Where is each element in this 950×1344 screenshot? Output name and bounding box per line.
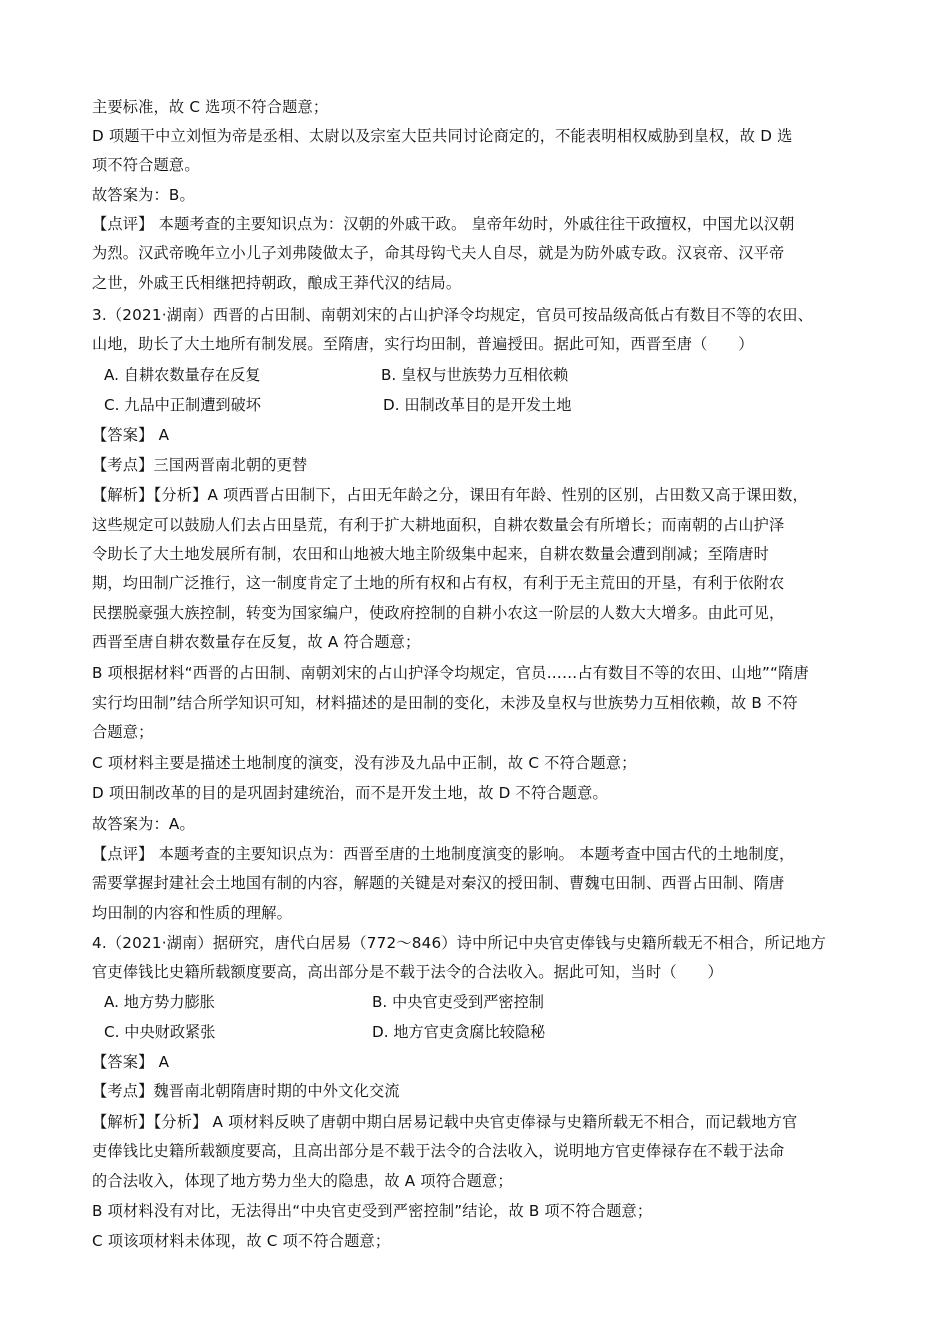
analysis-line: 西晋至唐自耕农数量存在反复，故 A 符合题意；: [92, 633, 421, 651]
q3-option-c: C. 九品中正制遭到破坏: [104, 396, 261, 414]
analysis-line: 实行均田制”结合所学知识可知，材料描述的是田制的变化，未涉及皇权与世族势力互相依赖，故 B 不符: [92, 694, 798, 712]
analysis-line: 【解析】【分析】A 项西晋占田制下，占田无年龄之分，课田有年龄、性别的区别，占田数又高于课田数，: [92, 486, 808, 504]
text-line: 故答案为：A。: [92, 815, 195, 833]
text-line: 项不符合题意。: [92, 156, 200, 174]
question-3-stem: 3.（2021·湖南）西晋的占田制、南朝刘宋的占山护泽令均规定，官员可按品级高低占有数目不等的农田、: [92, 306, 814, 324]
q4-option-d: D. 地方官吏贪腐比较隐秘: [372, 1023, 546, 1041]
q4-option-a: A. 地方势力膨胀: [104, 993, 215, 1011]
analysis-line: 民摆脱豪强大族控制，转变为国家编户，使政府控制的自耕小农这一阶层的人数大大增多。由此可见，: [92, 604, 785, 622]
analysis-line: 吏俸钱比史籍所载额度要高，且高出部分是不载于法令的合法收入，说明地方官吏俸禄存在不载于法命: [92, 1142, 785, 1160]
comment-line: 均田制的内容和性质的理解。: [92, 904, 293, 922]
text-line: 故答案为：B。: [92, 186, 195, 204]
analysis-line: C 项材料主要是描述土地制度的演变，没有涉及九品中正制，故 C 不符合题意；: [92, 754, 637, 772]
answer-line: 【答案】 A: [92, 426, 170, 444]
analysis-line: 这些规定可以鼓励人们去占田垦荒，有利于扩大耕地面积，自耕农数量会有所增长；而南朝的占山护泽: [92, 516, 785, 534]
text-line: 【点评】 本题考查的主要知识点为：汉朝的外戚干政。 皇帝年幼时，外戚往往干政擅权，中国尤以汉朝: [92, 215, 795, 233]
analysis-line: C 项该项材料未体现，故 C 项不符合题意；: [92, 1232, 391, 1250]
comment-line: 需要掌握封建社会土地国有制的内容，解题的关键是对秦汉的授田制、曹魏屯田制、西晋占田制、隋唐: [92, 874, 785, 892]
question-4-stem: 官吏俸钱比史籍所载额度要高，高出部分是不载于法令的合法收入。据此可知，当时（ ）: [92, 963, 723, 981]
q3-option-a: A. 自耕农数量存在反复: [104, 366, 261, 384]
text-line: D 项题干中立刘恒为帝是丞相、太尉以及宗室大臣共同讨论商定的，不能表明相权威胁到皇权，故 D 选: [92, 127, 793, 145]
question-4-stem: 4.（2021·湖南）据研究，唐代白居易（772～846）诗中所记中央官吏俸钱与史籍所载无不相合，所记地方: [92, 934, 827, 952]
text-line: 为烈。汉武帝晚年立小儿子刘弗陵做太子，命其母钩弋夫人自尽，就是为防外戚专政。汉哀帝、汉平帝: [92, 244, 785, 262]
q3-option-d: D. 田制改革目的是开发土地: [383, 396, 572, 414]
answer-line: 【答案】 A: [92, 1053, 170, 1071]
analysis-line: 【解析】【分析】 A 项材料反映了唐朝中期白居易记载中央官吏俸禄与史籍所载无不相合，而记载地方官: [92, 1113, 798, 1131]
topic-line: 【考点】三国两晋南北朝的更替: [92, 456, 308, 474]
analysis-line: B 项根据材料“西晋的占田制、南朝刘宋的占山护泽令均规定，官员……占有数目不等的农田、山地”“隋唐: [92, 664, 809, 682]
comment-line: 【点评】 本题考查的主要知识点为：西晋至唐的土地制度演变的影响。 本题考查中国古代的土地制度，: [92, 845, 795, 863]
question-3-stem: 山地，助长了大土地所有制发展。至隋唐，实行均田制，普遍授田。据此可知，西晋至唐（ ）: [92, 335, 754, 353]
analysis-line: 期，均田制广泛推行，这一制度肯定了土地的所有权和占有权，有利于无主荒田的开垦，有利于依附农: [92, 574, 785, 592]
analysis-line: B 项材料没有对比，无法得出“中央官吏受到严密控制”结论，故 B 项不符合题意；: [92, 1202, 653, 1220]
analysis-line: D 项田制改革的目的是巩固封建统治，而不是开发土地，故 D 不符合题意。: [92, 784, 608, 802]
analysis-line: 合题意；: [92, 723, 154, 741]
q4-option-b: B. 中央官吏受到严密控制: [372, 993, 544, 1011]
q3-option-b: B. 皇权与世族势力互相依赖: [381, 366, 569, 384]
analysis-line: 令助长了大土地发展所有制，农田和山地被大地主阶级集中起来，自耕农数量会遭到削减；至隋唐时: [92, 545, 770, 563]
text-line: 主要标准，故 C 选项不符合题意；: [92, 98, 329, 116]
analysis-line: 的合法收入，体现了地方势力坐大的隐患，故 A 项符合题意；: [92, 1172, 513, 1190]
text-line: 之世，外戚王氏相继把持朝政，酿成王莽代汉的结局。: [92, 274, 462, 292]
q4-option-c: C. 中央财政紧张: [104, 1023, 216, 1041]
topic-line: 【考点】魏晋南北朝隋唐时期的中外文化交流: [92, 1082, 400, 1100]
